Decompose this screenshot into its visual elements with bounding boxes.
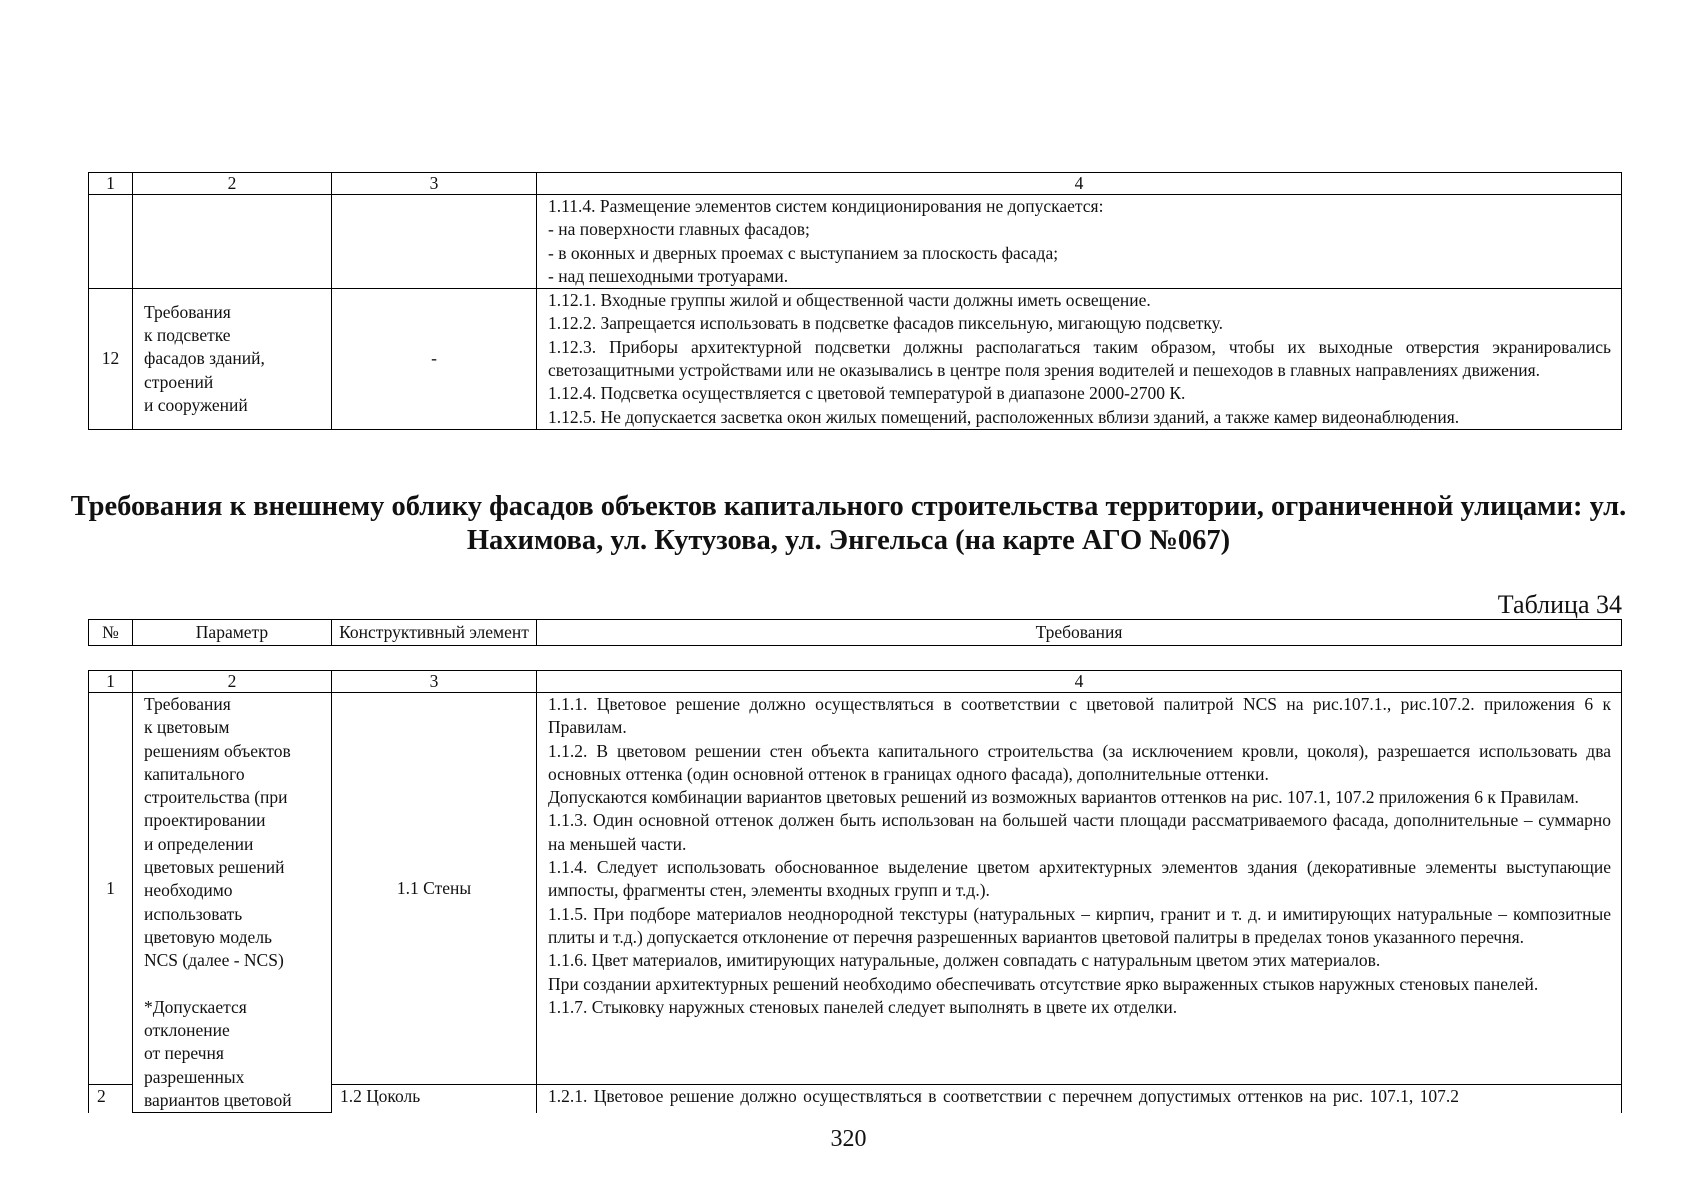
page-number: 320	[830, 1126, 867, 1152]
table-body	[88, 670, 1622, 1113]
requirement-text: - на поверхности главных фасадов;	[548, 219, 810, 240]
table-continued	[88, 172, 1622, 430]
requirement-text: 1.1.6. Цвет материалов, имитирующих натуральные, должен совпадать с натуральным цветом этих материалов.	[548, 950, 1381, 971]
row-parameter	[133, 195, 332, 289]
requirement-text: 1.1.5. При подборе материалов неоднородной текстуры (натуральных – кирпич, гранит и т. д. и имитирующих натуральные – композитные плиты и т.д.) допускается отклонение от перечня разрешенных вариантов цветовой палитры в пределах тонов указанного перечня.	[548, 903, 1611, 947]
col-number: 2	[133, 173, 332, 195]
col-number: 4	[537, 671, 1622, 693]
table-label: Таблица 34	[1497, 590, 1622, 619]
requirement-text: 1.2.1. Цветовое решение должно осуществляться в соответствии с перечнем допустимых оттенков на рис. 107.1, 107.2	[548, 1085, 1460, 1106]
col-number: 2	[133, 671, 332, 693]
row-requirements	[537, 1084, 1622, 1113]
requirement-text: - в оконных и дверных проемах с выступанием за плоскость фасада;	[548, 242, 1059, 263]
row-element: 1.2 Цоколь	[332, 1084, 537, 1113]
row-element: -	[332, 289, 537, 430]
row-number: 12	[89, 289, 133, 430]
header-number: №	[89, 620, 133, 646]
row-number: 1	[89, 693, 133, 1085]
requirement-text: 1.12.1. Входные группы жилой и общественной части должны иметь освещение.	[548, 290, 1151, 311]
row-parameter: Требования к подсветке фасадов зданий, строений и сооружений	[133, 289, 332, 430]
col-number: 3	[332, 671, 537, 693]
row-element	[332, 195, 537, 289]
header-element: Конструктивный элемент	[332, 620, 537, 646]
row-requirements	[537, 693, 1622, 1085]
header-requirements: Требования	[537, 620, 1622, 646]
requirement-text: Допускаются комбинации вариантов цветовых решений из возможных вариантов оттенков на рис. 107.1, 107.2 приложения 6 к Правилам.	[548, 787, 1579, 808]
column-number-row	[89, 173, 1622, 195]
col-number: 1	[89, 173, 133, 195]
column-number-row	[89, 671, 1622, 693]
row-parameter: Требования к цветовым решениям объектов капитального строительства (при проектировании и определении цветовых решений необходимо использовать цветовую модель NCS (далее - NCS) *Допускается отклонение от перечня разрешенных вариантов цветовой	[133, 693, 332, 1113]
table-row	[89, 289, 1622, 430]
header-row	[89, 620, 1622, 646]
row-number: 2	[89, 1084, 133, 1113]
table-row	[89, 195, 1622, 289]
table-header	[88, 619, 1622, 646]
requirement-text: - над пешеходными тротуарами.	[548, 265, 789, 286]
requirement-text: 1.11.4. Размещение элементов систем кондиционирования не допускается:	[548, 196, 1104, 216]
requirement-text: 1.1.7. Стыковку наружных стеновых панелей следует выполнять в цвете их отделки.	[548, 996, 1178, 1017]
requirement-text: 1.1.3. Один основной оттенок должен быть использован на большей части площади рассматриваемого фасада, дополнительные – суммарно на меньшей части.	[548, 810, 1611, 854]
requirement-text: 1.1.2. В цветовом решении стен объекта капитального строительства (за исключением кровли, цоколя), разрешается использовать два основных оттенка (один основной оттенок в границах одного фасада), дополнительные оттенки.	[548, 740, 1611, 784]
col-number: 4	[537, 173, 1622, 195]
col-number: 3	[332, 173, 537, 195]
requirement-text: При создании архитектурных решений необходимо обеспечивать отсутствие ярко выраженных стыков наружных стеновых панелей.	[548, 973, 1539, 994]
row-number	[89, 195, 133, 289]
requirement-text: 1.12.4. Подсветка осуществляется с цветовой температурой в диапазоне 2000-2700 К.	[548, 383, 1186, 404]
requirement-text: 1.1.1. Цветовое решение должно осуществляться в соответствии с цветовой палитрой NCS на рис.107.1., рис.107.2. приложения 6 к Правилам.	[548, 694, 1611, 738]
requirement-text: 1.1.4. Следует использовать обоснованное выделение цветом архитектурных элементов здания (декоративные элементы выступающие импосты, фрагменты стен, элементы входных групп и т.д.).	[548, 857, 1611, 901]
section-heading: Требования к внешнему облику фасадов объектов капитального строительства территории, ограниченной улицами: ул. Нахимова, ул. Кутузова, ул. Энгельса (на карте АГО №067)	[70, 491, 1627, 556]
row-requirements	[537, 289, 1622, 430]
row-element: 1.1 Стены	[332, 693, 537, 1085]
requirement-text: 1.12.3. Приборы архитектурной подсветки должны располагаться таким образом, чтобы их выходные отверстия экранировались светозащитными устройствами или не оказывались в центре поля зрения водителей и пешеходов в главных направлениях движения.	[548, 336, 1611, 381]
col-number: 1	[89, 671, 133, 693]
row-requirements	[537, 195, 1622, 289]
header-parameter: Параметр	[133, 620, 332, 646]
requirement-text: 1.12.5. Не допускается засветка окон жилых помещений, расположенных вблизи зданий, а также камер видеонаблюдения.	[548, 406, 1460, 427]
requirement-text: 1.12.2. Запрещается использовать в подсветке фасадов пиксельную, мигающую подсветку.	[548, 313, 1224, 334]
table-row	[89, 693, 1622, 1085]
